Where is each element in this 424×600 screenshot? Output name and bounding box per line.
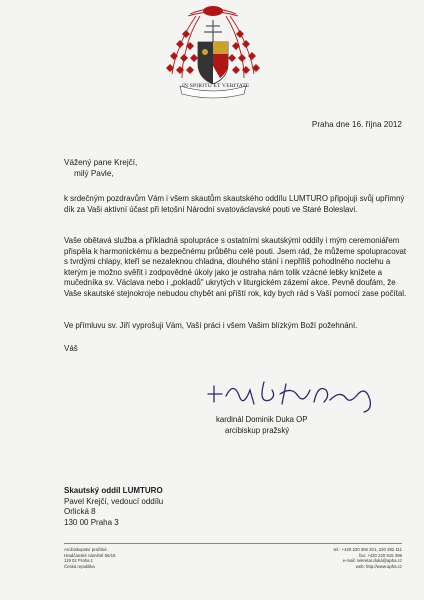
footer-contact bbox=[333, 547, 402, 569]
footer-address bbox=[64, 547, 115, 569]
salutation bbox=[64, 157, 137, 179]
signer-block bbox=[216, 415, 307, 436]
addressee-block bbox=[64, 486, 163, 528]
footer-divider bbox=[64, 543, 402, 544]
addressee-street: Orlická 8 bbox=[64, 507, 96, 516]
salutation-line-1: Vážený pane Krejčí, bbox=[64, 158, 138, 167]
addressee-city: 130 00 Praha 3 bbox=[64, 517, 119, 527]
paragraph-1: k srdečným pozdravům Vám i všem skautům skautského oddílu LUMTURO připojuji svůj upřímný dík za Vaši aktivní účast při letošní Národní svatováclavské pouti ve Staré Boleslavi. bbox=[64, 194, 405, 214]
signer-title: arcibiskup pražský bbox=[225, 425, 290, 435]
footer-contact-line: fax: +420 220 515 396 bbox=[359, 552, 402, 558]
footer-contact-line: web: http://www.apha.cz bbox=[355, 563, 402, 569]
addressee-person: Pavel Krejčí, vedoucí oddílu bbox=[64, 496, 164, 506]
footer-contact-line: tel.: +420 220 392 201, 220 392 111 bbox=[333, 547, 402, 552]
addressee-org: Skautský oddíl LUMTURO bbox=[64, 486, 163, 495]
footer-address-line: 119 02 Praha 1 bbox=[64, 558, 94, 564]
footer-address-line: Hradčanské náměstí 56/16 bbox=[64, 552, 116, 558]
footer-contact-line: e-mail: sekretar.duka@apha.cz bbox=[342, 558, 402, 564]
signature-icon bbox=[200, 360, 390, 420]
footer-address-line: Česká republika bbox=[64, 563, 95, 569]
salutation-line-2: milý Pavle, bbox=[74, 169, 114, 178]
letter-date: Praha dne 16. října 2012 bbox=[311, 120, 402, 129]
paragraph-3: Ve přímluvu sv. Jiří vyprošuji Vám, Vaší práci i všem Vašim blízkým Boží požehnání. bbox=[64, 321, 358, 330]
closing: Váš bbox=[64, 344, 78, 353]
paragraph-2: Vaše obětavá služba a příkladná spolupráce s ostatními skautskými oddíly i mým ceremoniářem přispěla k harmonickému a bezpečnému průběhu celé pouti. Jsem rád, že můžeme spolupracovat s tvrdými chlapy, kteří se nezaleknou chladna, dlouhého stání i nepříliš pohodlného noclehu a kterým je možno svěřit i zodpovědné úkoly jako je ostraha nám tolik vzácné lebky knížete a mučedníka sv. Václava nebo i „pokladů" ukrytých v liturgickém zázemí akce. Pevně doufám, že Vaše skautské stejnokroje nebudou chybět ani příští rok, kdy bych rád s Vaší pomocí zase počítal. bbox=[64, 236, 407, 298]
signer-name: kardinál Dominik Duka OP bbox=[216, 415, 308, 424]
crest-motto: IN SPIRITU ET VERITATE bbox=[182, 83, 250, 89]
footer-address-line: Arcibiskupství pražské bbox=[64, 547, 107, 552]
